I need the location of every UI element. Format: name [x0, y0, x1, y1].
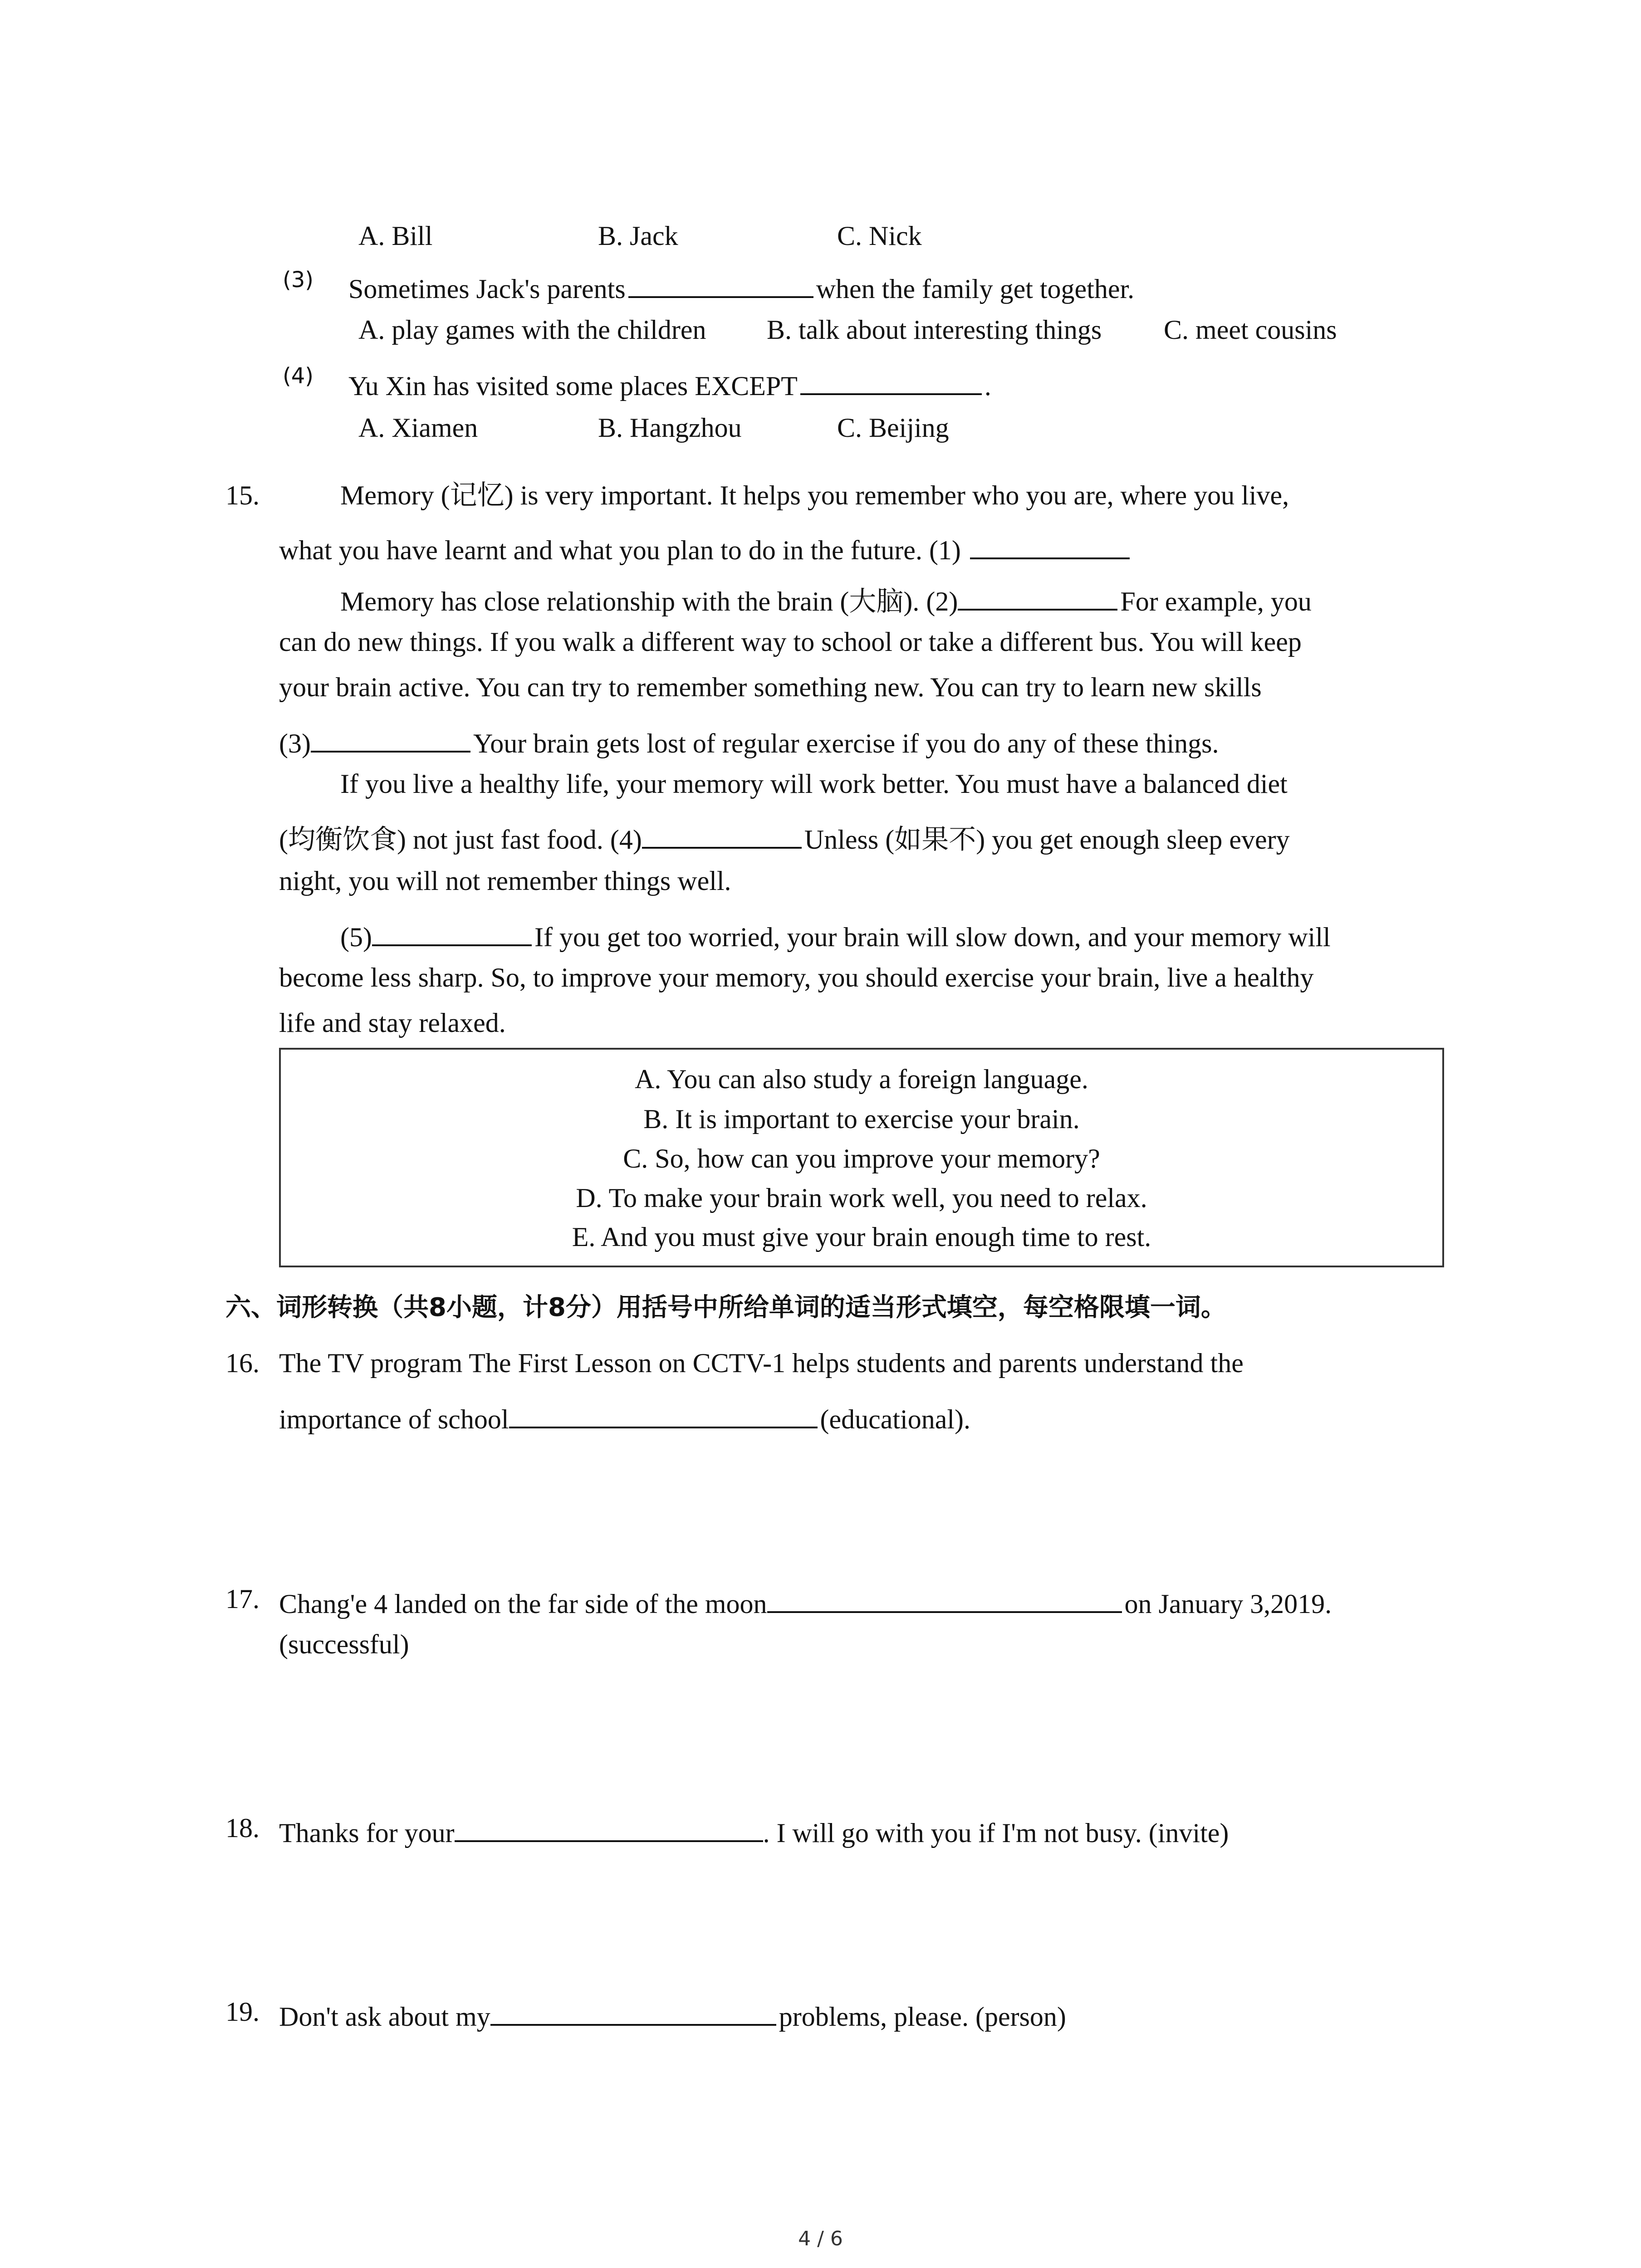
q15-blank-4[interactable]: [642, 821, 802, 849]
q16-line2-after: (educational).: [820, 1404, 971, 1434]
q17-number: 17.: [225, 1584, 260, 1614]
q15-p3-line2: [279, 821, 1290, 853]
q14-4-number: (4): [283, 363, 314, 389]
q17-line1-after: on January 3,2019.: [1124, 1589, 1332, 1619]
q14-3-answer-blank[interactable]: [628, 270, 813, 298]
q14-4-stem-before: Yu Xin has visited some places EXCEPT: [348, 371, 798, 401]
q15-p1-line2: [279, 532, 1132, 564]
q16-line1: The TV program The First Lesson on CCTV-1 helps students and parents understand the: [279, 1348, 1244, 1378]
q15-blank-1[interactable]: [970, 532, 1130, 559]
q15-p2-line4-before: (3): [279, 728, 311, 758]
page-number: 4 / 6: [798, 2227, 843, 2250]
q16-number: 16.: [225, 1348, 260, 1378]
q16-answer-blank[interactable]: [509, 1401, 818, 1428]
q18-number: 18.: [225, 1813, 260, 1843]
section-6-heading: 六、词形转换（共8小题，计8分）用括号中所给单词的适当形式填空，每空格限填一词。: [225, 1293, 1226, 1322]
q15-option-c: C. So, how can you improve your memory?: [623, 1144, 1100, 1173]
q14-3-stem: [348, 270, 1134, 303]
q15-p2-line1-after: For example, you: [1120, 587, 1312, 616]
q15-option-b: B. It is important to exercise your brain.: [643, 1104, 1080, 1134]
q15-option-e: E. And you must give your brain enough time to rest.: [572, 1222, 1151, 1252]
q15-p4-line1-after: If you get too worried, your brain will slow down, and your memory will: [534, 922, 1331, 952]
q15-p3-line2-before: (均衡饮食) not just fast food. (4): [279, 825, 642, 855]
q15-p4-line1: [340, 919, 1331, 951]
q19-line: [279, 1998, 1066, 2030]
q15-p2-line2: can do new things. If you walk a different way to school or take a different bus. You will keep: [279, 627, 1302, 657]
q19-before: Don't ask about my: [279, 2002, 490, 2032]
q14-3-stem-before: Sometimes Jack's parents: [348, 274, 626, 304]
q15-option-d: D. To make your brain work well, you need to relax.: [576, 1183, 1147, 1213]
q18-after: . I will go with you if I'm not busy. (invite): [763, 1818, 1229, 1848]
q18-before: Thanks for your: [279, 1818, 455, 1848]
q15-p4-line1-before: (5): [340, 922, 372, 952]
q15-p1-line2-text: what you have learnt and what you plan to do in the future. (1): [279, 535, 961, 565]
q15-p1-line1: Memory (记忆) is very important. It helps you remember who you are, where you live,: [340, 480, 1289, 510]
q18-answer-blank[interactable]: [455, 1814, 763, 1842]
q18-line: [279, 1814, 1229, 1847]
q15-p4-line2: become less sharp. So, to improve your memory, you should exercise your brain, live a healthy: [279, 963, 1314, 992]
q17-line1-before: Chang'e 4 landed on the far side of the moon: [279, 1589, 767, 1619]
q14-3-option-b: B. talk about interesting things: [767, 315, 1102, 345]
q15-p2-line1-before: Memory has close relationship with the brain (大脑). (2): [340, 587, 958, 616]
q15-p4-line3: life and stay relaxed.: [279, 1008, 506, 1038]
q15-p2-line4: [279, 725, 1219, 757]
q16-line2-before: importance of school: [279, 1404, 509, 1434]
q15-p3-line3: night, you will not remember things well.: [279, 866, 731, 896]
q19-after: problems, please. (person): [779, 2002, 1066, 2032]
q14-4-answer-blank[interactable]: [800, 367, 982, 395]
q14-4-stem-after: .: [984, 371, 991, 401]
q15-number: 15.: [225, 480, 260, 510]
q15-p2-line1: [340, 583, 1312, 615]
q15-p2-line4-after: Your brain gets lost of regular exercise if you do any of these things.: [473, 728, 1219, 758]
q19-number: 19.: [225, 1997, 260, 2027]
q14-2-option-a: A. Bill: [358, 221, 433, 251]
q14-3-option-a: A. play games with the children: [358, 315, 706, 345]
q17-line2: (successful): [279, 1629, 409, 1659]
q14-2-option-b: B. Jack: [598, 221, 678, 251]
q14-4-option-a: A. Xiamen: [358, 413, 478, 443]
q17-line1: [279, 1585, 1332, 1618]
q15-p3-line2-after: Unless (如果不) you get enough sleep every: [804, 825, 1290, 855]
q14-3-stem-after: when the family get together.: [816, 274, 1135, 304]
q19-answer-blank[interactable]: [490, 1998, 776, 2026]
q15-options-box: [279, 1048, 1444, 1267]
q14-3-option-c: C. meet cousins: [1164, 315, 1337, 345]
q15-p3-line1: If you live a healthy life, your memory will work better. You must have a balanced diet: [340, 769, 1288, 799]
q15-blank-3[interactable]: [311, 725, 470, 753]
q16-line2: [279, 1401, 970, 1433]
q17-answer-blank[interactable]: [767, 1585, 1122, 1613]
q14-2-option-c: C. Nick: [837, 221, 922, 251]
q15-p2-line3: your brain active. You can try to remember something new. You can try to learn new skills: [279, 672, 1262, 702]
q14-4-stem: [348, 367, 991, 400]
q14-4-option-c: C. Beijing: [837, 413, 949, 443]
q14-4-option-b: B. Hangzhou: [598, 413, 742, 443]
q15-option-a: A. You can also study a foreign language.: [635, 1064, 1088, 1094]
q15-blank-5[interactable]: [372, 919, 532, 946]
q15-blank-2[interactable]: [958, 583, 1117, 611]
q14-3-number: (3): [283, 267, 314, 293]
